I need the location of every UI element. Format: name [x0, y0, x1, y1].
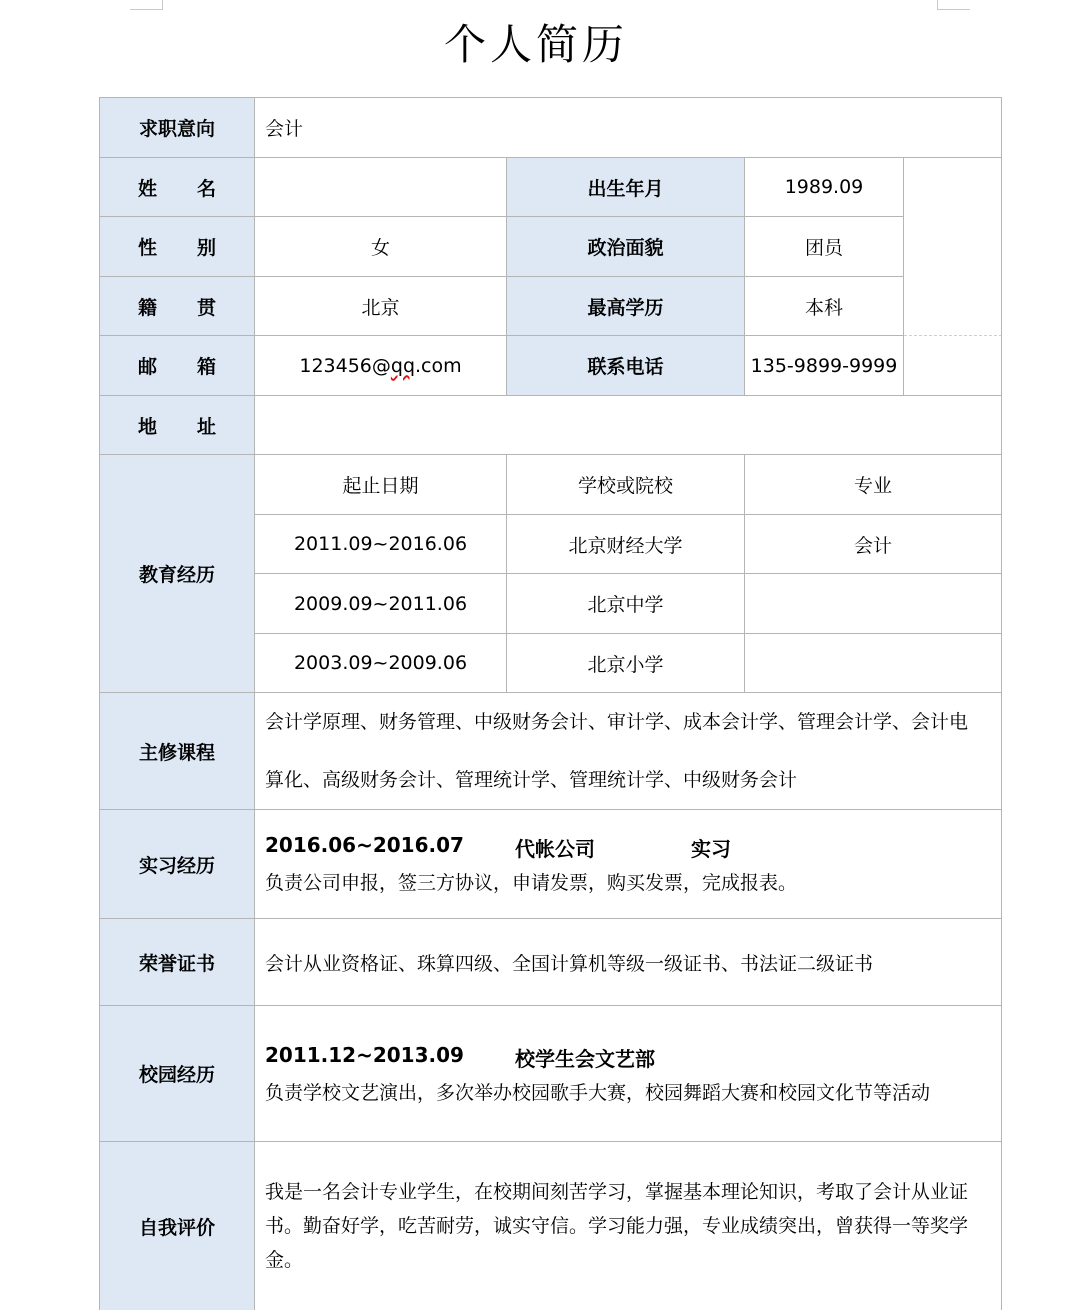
internship-date: 2016.06~2016.07: [265, 833, 464, 857]
internship-desc: 负责公司申报，签三方协议，申请发票，购买发票，完成报表。: [265, 872, 798, 894]
page-corner-mark-right: [937, 0, 970, 10]
courses-value[interactable]: 会计学原理、财务管理、中级财务会计、审计学、成本会计学、管理会计学、会计电 算化、高级财务会计、管理统计学、管理统计学、中级财务会计: [255, 693, 1002, 810]
edu-row-3-major[interactable]: [745, 634, 1002, 693]
resume-table: [99, 97, 1002, 1310]
education-level-value[interactable]: 本科: [745, 277, 904, 336]
edu-row-2-dates[interactable]: 2009.09~2011.06: [255, 574, 507, 634]
birth-label: 出生年月: [507, 158, 745, 217]
edu-row-3-school[interactable]: 北京小学: [507, 634, 745, 693]
photo-area[interactable]: [904, 158, 1002, 277]
birth-value[interactable]: 1989.09: [745, 158, 904, 217]
edu-row-1-major[interactable]: 会计: [745, 515, 1002, 574]
page-title: 个人简历: [443, 20, 628, 69]
education-label: 教育经历: [100, 455, 255, 693]
self-eval-value[interactable]: 我是一名会计专业学生，在校期间刻苦学习，掌握基本理论知识，考取了会计从业证 书。勤奋好学，吃苦耐劳，诚实守信。学习能力强，专业成绩突出，曾获得一等奖学 金。: [255, 1142, 1002, 1310]
campus-org: 校学生会文艺部: [515, 1046, 655, 1071]
hometown-value[interactable]: 北京: [255, 277, 507, 336]
campus-heading: [265, 1043, 655, 1072]
phone-label: 联系电话: [507, 336, 745, 396]
name-label: 姓 名: [100, 158, 255, 217]
campus-label: 校园经历: [100, 1006, 255, 1142]
edu-row-3-dates[interactable]: 2003.09~2009.06: [255, 634, 507, 693]
hometown-label: 籍 贯: [100, 277, 255, 336]
address-value[interactable]: [255, 396, 1002, 455]
edu-row-1-school[interactable]: 北京财经大学: [507, 515, 745, 574]
political-value[interactable]: 团员: [745, 217, 904, 277]
edu-header-school: 学校或院校: [507, 455, 745, 515]
job-intent-value[interactable]: 会计: [255, 98, 1002, 158]
honors-value[interactable]: 会计从业资格证、珠算四级、全国计算机等级一级证书、书法证二级证书: [255, 919, 1002, 1006]
email-label: 邮 箱: [100, 336, 255, 396]
phone-spacer: [904, 336, 1002, 396]
education-level-label: 最高学历: [507, 277, 745, 336]
address-label: 地 址: [100, 396, 255, 455]
campus-value[interactable]: [255, 1006, 1002, 1142]
page-corner-mark-left: [130, 0, 163, 10]
self-eval-label: 自我评价: [100, 1142, 255, 1310]
edu-header-dates: 起止日期: [255, 455, 507, 515]
edu-row-2-major[interactable]: [745, 574, 1002, 634]
job-intent-label: 求职意向: [100, 98, 255, 158]
honors-label: 荣誉证书: [100, 919, 255, 1006]
edu-row-2-school[interactable]: 北京中学: [507, 574, 745, 634]
email-value[interactable]: 123456@ qq .com: [255, 336, 507, 396]
internship-org: 代帐公司: [515, 837, 595, 861]
gender-label: 性 别: [100, 217, 255, 277]
campus-desc: 负责学校文艺演出，多次举办校园歌手大赛，校园舞蹈大赛和校园文化节等活动: [265, 1081, 931, 1104]
photo-area-lower[interactable]: [904, 277, 1002, 336]
internship-label: 实习经历: [100, 810, 255, 919]
internship-heading: [265, 833, 731, 862]
courses-label: 主修课程: [100, 693, 255, 810]
internship-value[interactable]: [255, 810, 1002, 919]
edu-header-major: 专业: [745, 455, 1002, 515]
campus-date: 2011.12~2013.09: [265, 1042, 464, 1067]
phone-value[interactable]: 135-9899-9999: [745, 336, 904, 396]
edu-row-1-dates[interactable]: 2011.09~2016.06: [255, 515, 507, 574]
political-label: 政治面貌: [507, 217, 745, 277]
gender-value[interactable]: 女: [255, 217, 507, 277]
name-value[interactable]: [255, 158, 507, 217]
internship-role: 实习: [691, 837, 731, 861]
spellcheck-underline: qq: [390, 354, 416, 377]
